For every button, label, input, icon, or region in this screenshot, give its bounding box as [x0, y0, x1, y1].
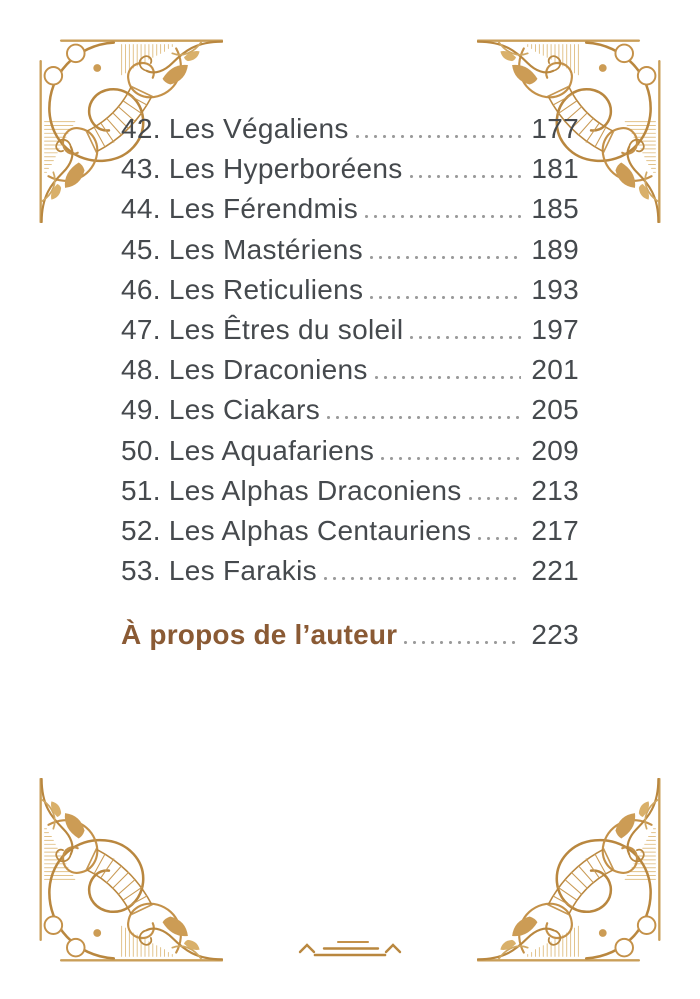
- corner-filigree-ornament-bottom-right: [477, 778, 672, 973]
- toc-entry-label: 51. Les Alphas Draconiens: [121, 474, 462, 506]
- toc-entry: [121, 475, 579, 515]
- toc-entry-label: 45. Les Mastériens: [121, 233, 363, 265]
- toc-entry-page-number: 213: [531, 474, 579, 506]
- toc-entry-label: 44. Les Férendmis: [121, 193, 358, 225]
- toc-entry: [121, 354, 579, 394]
- dot-leader: [410, 175, 521, 178]
- about-author-label: À propos de l’auteur: [121, 619, 398, 651]
- bottom-lines-chevrons-ornament: [298, 937, 402, 961]
- dot-leader: [365, 215, 521, 218]
- toc-entry-page-number: 209: [531, 434, 579, 466]
- toc-entry-page-number: 217: [531, 514, 579, 546]
- dot-leader: [375, 376, 521, 379]
- toc-entry-label: 47. Les Êtres du soleil: [121, 313, 404, 345]
- toc-entry: [121, 555, 579, 595]
- toc-entry: [121, 435, 579, 475]
- corner-filigree-ornament-bottom-left: [28, 778, 223, 973]
- dot-leader: [324, 577, 521, 580]
- dot-leader: [404, 641, 521, 644]
- dot-leader: [327, 416, 521, 419]
- toc-entry-page-number: 197: [531, 313, 579, 345]
- toc-entry-label: 53. Les Farakis: [121, 555, 317, 587]
- toc-entry-page-number: 185: [531, 193, 579, 225]
- dot-leader: [356, 135, 521, 138]
- toc-entry-page-number: 221: [531, 555, 579, 587]
- toc-entry: [121, 314, 579, 354]
- toc-entry-label: 49. Les Ciakars: [121, 394, 321, 426]
- toc-entry-label: 48. Les Draconiens: [121, 354, 368, 386]
- toc-entry-page-number: 193: [531, 273, 579, 305]
- toc-entry: [121, 153, 579, 193]
- dot-leader: [370, 256, 521, 259]
- dot-leader: [370, 296, 521, 299]
- toc-entry-label: 42. Les Végaliens: [121, 113, 349, 144]
- toc-entry-about-author: [121, 619, 579, 659]
- toc-entry-label: 52. Les Alphas Centauriens: [121, 514, 472, 546]
- toc-entry: [121, 274, 579, 314]
- toc-entry-label: 50. Les Aquafariens: [121, 434, 375, 466]
- dot-leader: [478, 537, 521, 540]
- dot-leader: [410, 336, 521, 339]
- toc-entry: [121, 193, 579, 233]
- toc-entry-page-number: 201: [531, 354, 579, 386]
- about-author-page-number: 223: [531, 619, 579, 651]
- toc-entry-label: 46. Les Reticuliens: [121, 273, 364, 305]
- toc-entry: [121, 515, 579, 555]
- toc-entry: [121, 394, 579, 434]
- toc-entry-page-number: 205: [531, 394, 579, 426]
- dot-leader: [469, 497, 521, 500]
- toc-entry: [121, 234, 579, 274]
- toc-entry-page-number: 177: [531, 113, 579, 144]
- toc-entry: [121, 113, 579, 153]
- toc-entry-page-number: 189: [531, 233, 579, 265]
- table-of-contents: [121, 113, 579, 659]
- toc-entry-page-number: 181: [531, 153, 579, 185]
- dot-leader: [381, 457, 521, 460]
- toc-entry-label: 43. Les Hyperboréens: [121, 153, 403, 185]
